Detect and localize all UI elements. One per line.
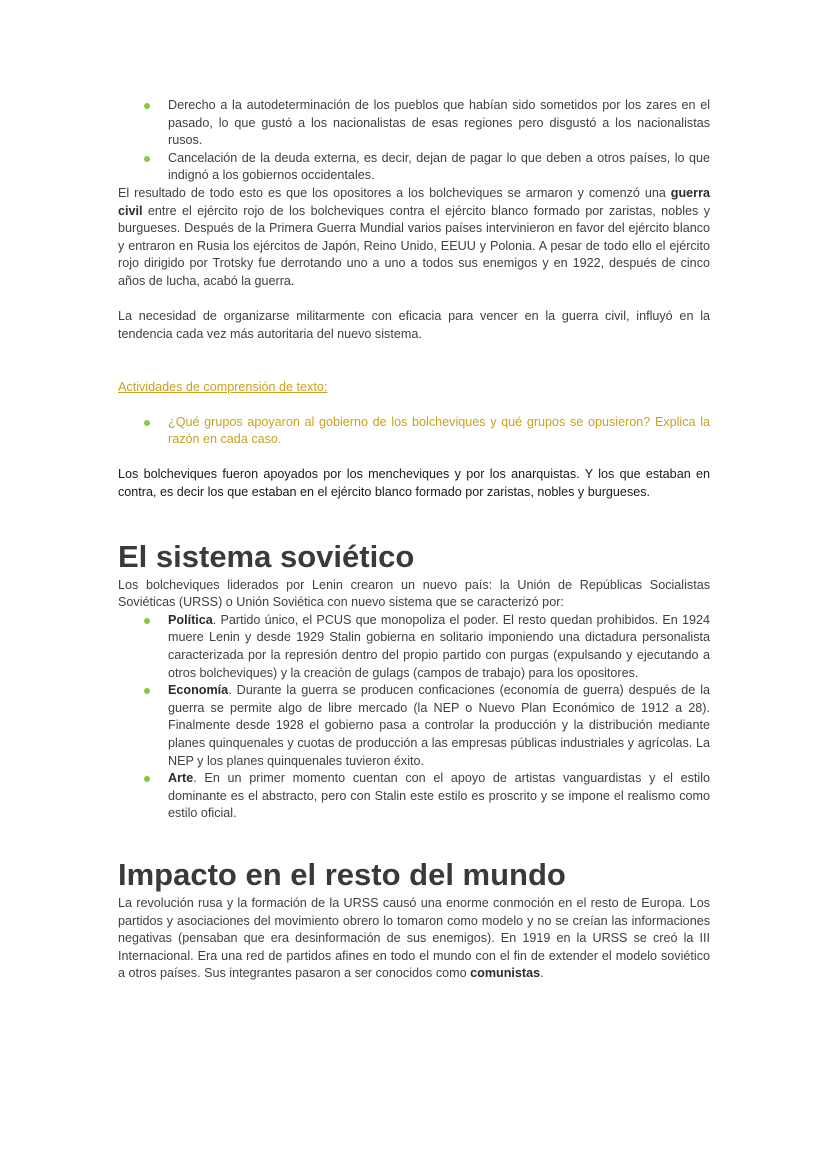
item-politica: Política. Partido único, el PCUS que monopoliza el poder. El resto quedan prohibidos. En 1924 muere Lenin y desde 1929 Stalin gobierna en solitario imponiendo una dictadura personalista caracterizada por la represión dentro del propio partido con purgas (expulsando y ejecutando a otros bolcheviques) y la creación de gulags (campos de trabajo) para los opositores. — [118, 612, 710, 682]
bullet-deuda: Cancelación de la deuda externa, es decir, dejan de pagar lo que deben a otros países, lo que indignó a los gobiernos occidentales. — [118, 150, 710, 185]
activity-question: ¿Qué grupos apoyaron al gobierno de los bolcheviques y qué grupos se opusieron? Explica la razón en cada caso. — [118, 414, 710, 449]
impacto-text: La revolución rusa y la formación de la URSS causó una enorme conmoción en el resto de Europa. Los partidos y asociaciones del movimiento obrero lo tomaron como modelo y no se creían las informaciones negativas (pensaban que era desinformación de sus enemigos). En 1919 en la URSS se creó la III Internacional. Era una red de partidos afines en todo el mundo con el fin de extender el modelo soviético a otros países. Sus integrantes pasaron a ser conocidos como comunistas. — [118, 895, 710, 981]
item-economia: Economía. Durante la guerra se producen conficaciones (economía de guerra) después de la guerra se permite algo de libre mercado (la NEP o Nuevo Plan Económico de 1912 a 28). Finalmente desde 1928 el gobierno pasa a controlar la producción y la distribución mediante planes quinquenales y cuotas de producción a las empresas públicas industriales y agrícolas. La NEP y los planes quinquenales tuvieron éxito. — [118, 682, 710, 770]
activities-title: Actividades de comprensión de texto: — [118, 379, 328, 394]
bullet-icon — [144, 618, 150, 624]
bullet-icon — [144, 420, 150, 426]
bullet-icon — [144, 688, 150, 694]
heading-sistema-sovietico: El sistema soviético — [118, 538, 415, 574]
bullet-autodeterminacion: Derecho a la autodeterminación de los pueblos que habían sido sometidos por los zares en el pasado, lo que gustó a los nacionalistas de esas regiones pero disgustó a los nacionalistas rusos. — [118, 97, 710, 150]
sistema-intro: Los bolcheviques liderados por Lenin crearon un nuevo país: la Unión de Repúblicas Socialistas Soviéticas (URSS) o Unión Soviética con nuevo sistema que se caracterizó por: — [118, 577, 710, 610]
paragraph-guerra-civil: El resultado de todo esto es que los opositores a los bolcheviques se armaron y comenzó una guerra civil entre el ejército rojo de los bolcheviques contra el ejército blanco formado por zaristas, nobles y burgueses. Después de la Primera Guerra Mundial varios países intervinieron en favor del ejército blanco y entraron en Rusia los ejércitos de Japón, Reino Unido, EEUU y Polonia. A pesar de todo ello el ejército rojo dirigido por Trotsky fue derrotando uno a uno a todos sus enemigos y en 1922, después de cinco años de lucha, acabó la guerra. — [118, 185, 710, 288]
heading-impacto: Impacto en el resto del mundo — [118, 856, 566, 892]
bullet-icon — [144, 776, 150, 782]
activity-answer: Los bolcheviques fueron apoyados por los mencheviques y por los anarquistas. Y los que estaban en contra, es decir los que estaban en el ejército blanco formado por zaristas, nobles y burgueses. — [118, 467, 710, 500]
item-arte: Arte. En un primer momento cuentan con el apoyo de artistas vanguardistas y el estilo dominante es el abstracto, pero con Stalin este estilo es proscrito y se impone el realismo como estilo oficial. — [118, 770, 710, 823]
bullet-icon — [144, 103, 150, 109]
document-page — [118, 97, 710, 983]
bullet-icon — [144, 156, 150, 162]
paragraph-autoritarismo: La necesidad de organizarse militarmente con eficacia para vencer en la guerra civil, influyó en la tendencia cada vez más autoritaria del nuevo sistema. — [118, 309, 710, 341]
